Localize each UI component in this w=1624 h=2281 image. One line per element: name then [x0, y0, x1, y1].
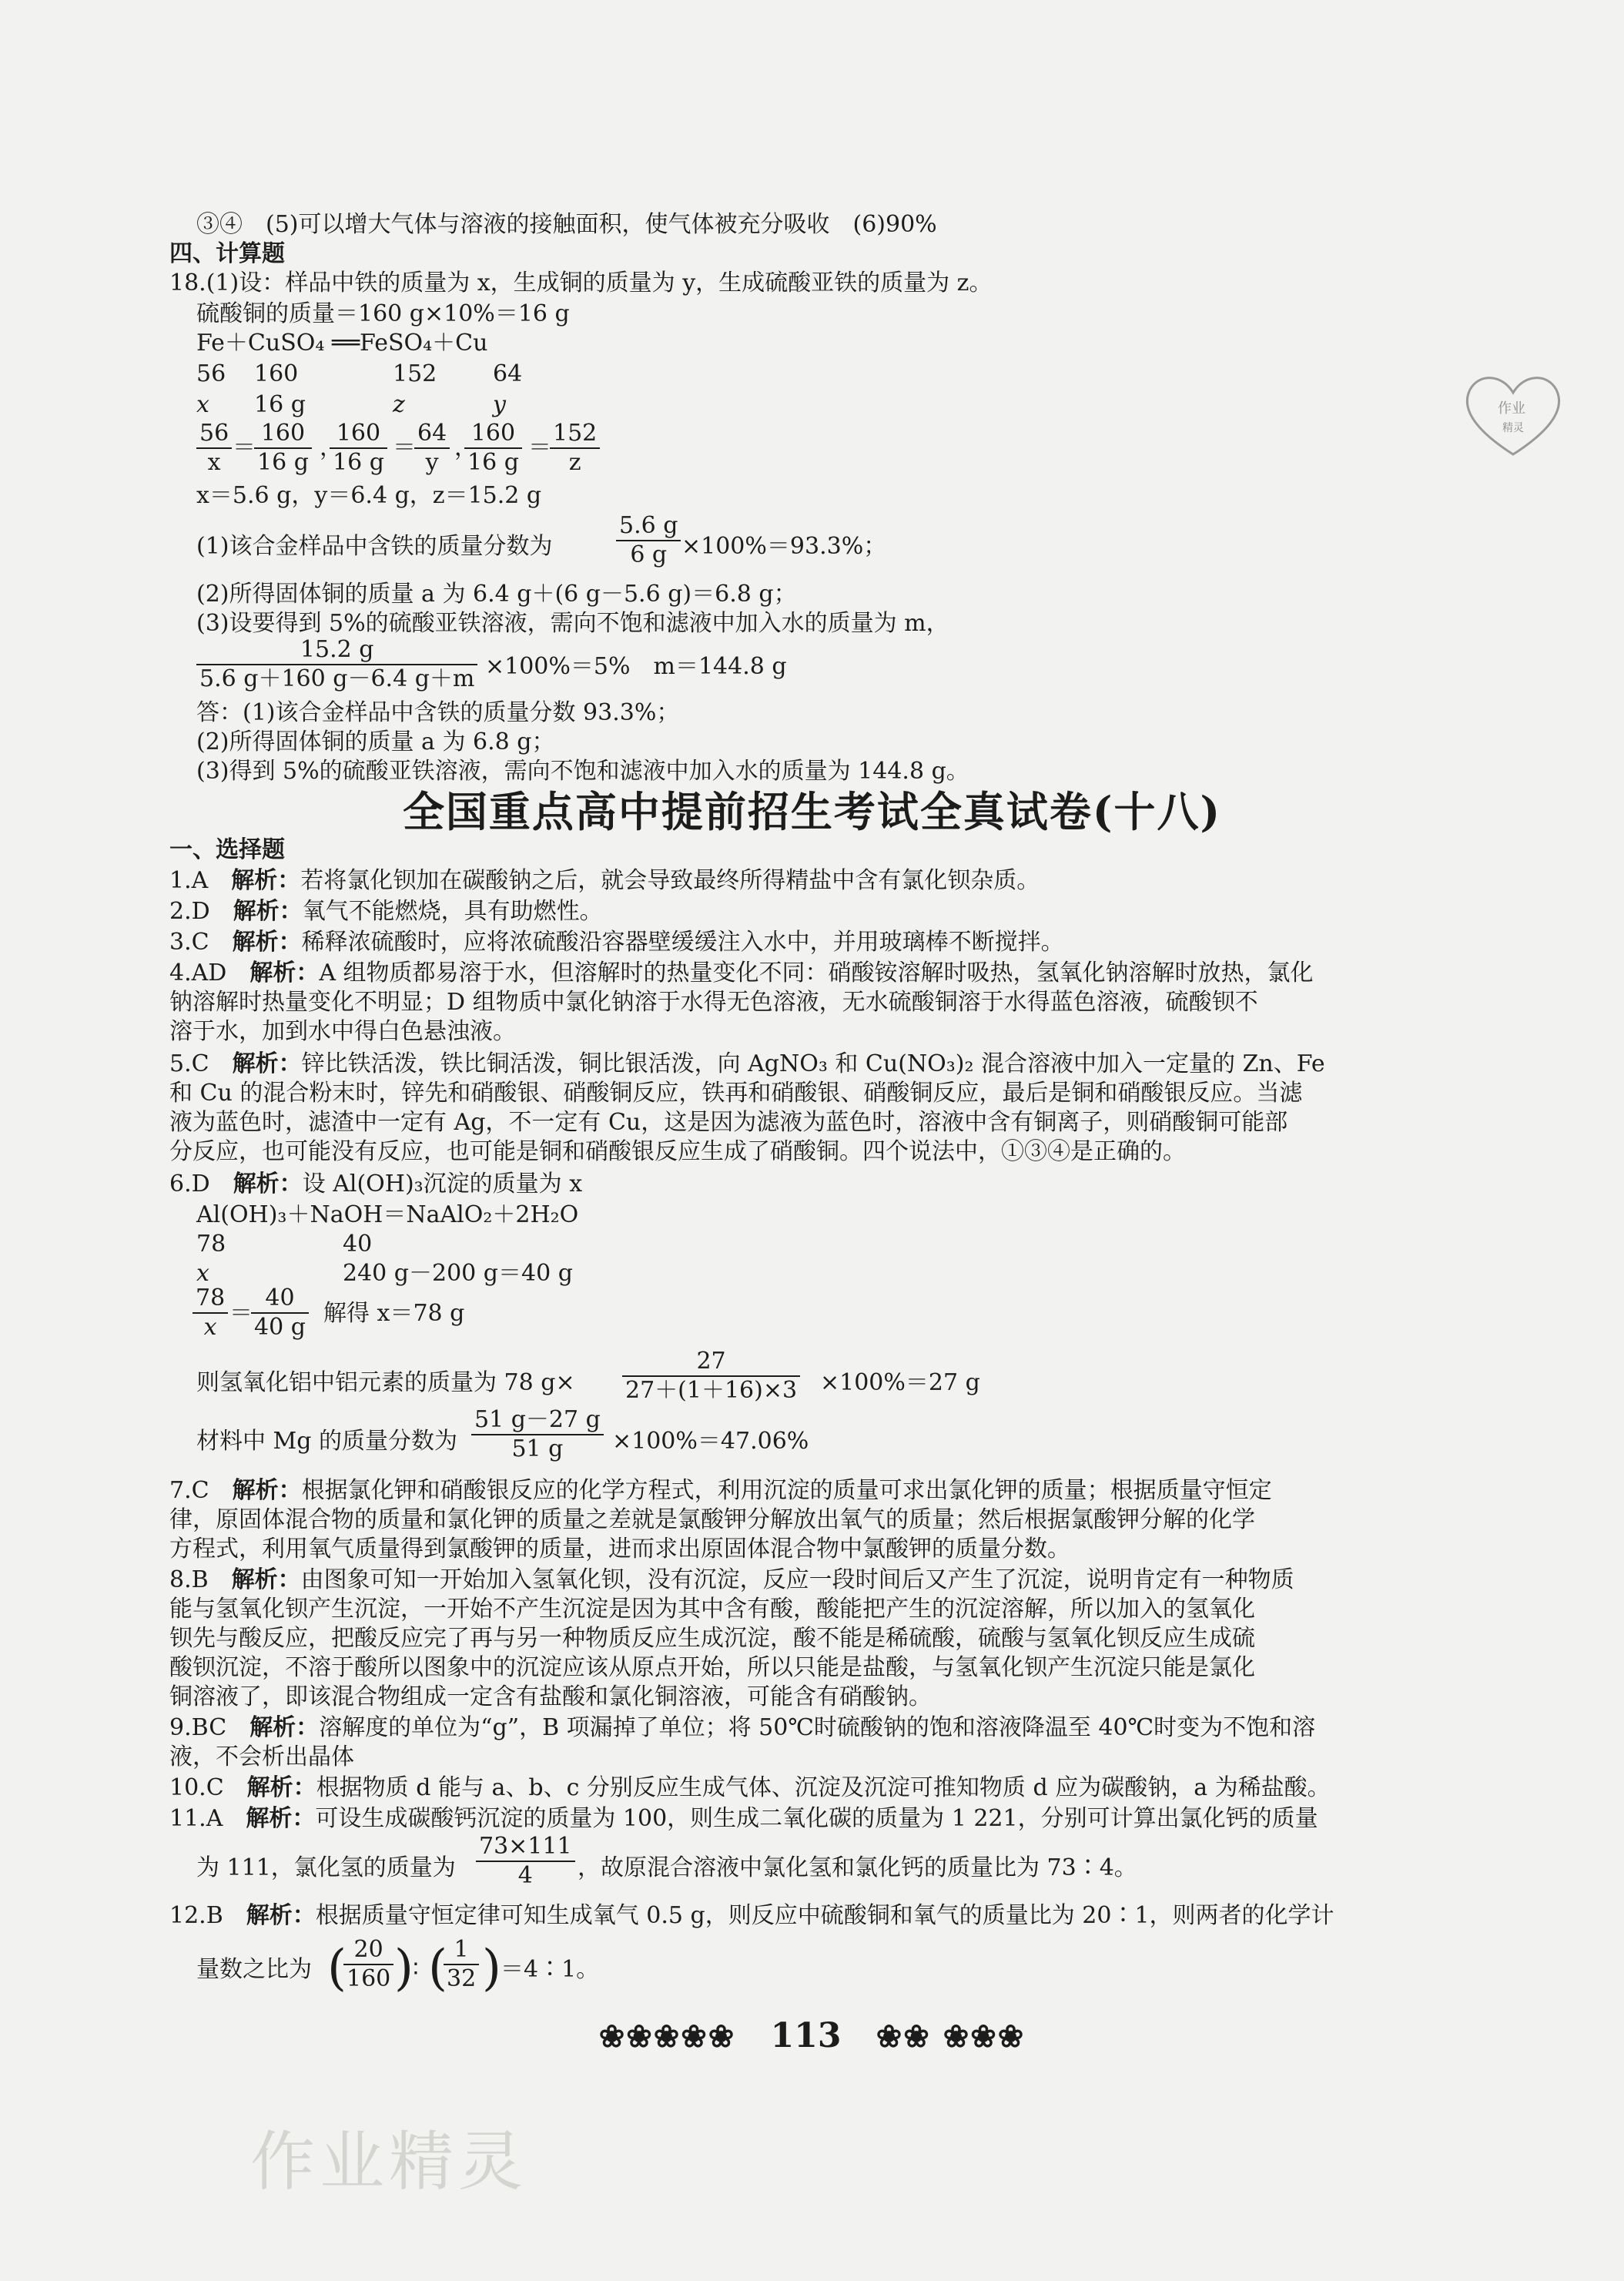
mass-value: z	[393, 391, 405, 418]
fraction: $\frac{40}{40 g}$	[251, 1285, 309, 1341]
text-line: (1)该合金样品中含铁的质量分数为	[196, 533, 553, 560]
text-line: 为 111，氯化氢的质量为	[196, 1854, 456, 1881]
page-title: 全国重点高中提前招生考试全真试卷(十八)	[402, 787, 1222, 836]
text-line: 方程式，利用氧气质量得到氯酸钾的质量，进而求出原固体混合物中氯酸钾的质量分数。	[169, 1536, 1070, 1563]
text-line: ＝4∶1。	[501, 1956, 600, 1983]
answer-page: ③④ (5)可以增大气体与溶液的接触面积，使气体被充分吸收 (6)90% 四、计算题 18.(1)设：样品中铁的质量为 x，生成铜的质量为 y，生成硫酸亚铁的质量为 z。 硫酸铜的质量＝160 g×10%＝16 g Fe＋CuSO₄ ══FeSO₄＋Cu 56 160 152 64 x 16 g z y $\frac{56}{x}$ ＝ $\frac{160}{16 g}$ ， $\frac{160}{16 g}$ ＝ $\frac{64}{y}$ ， $\frac{160}{16 g}$ ＝ $\frac{152}{z}$ x＝5.6 g，y＝6.4 g，z＝15.2 g (1)该合金样品中含铁的质量分数为 $\frac{5.6 g}{6 g}$ ×100%＝93.3%； (2)所得固体铜的质量 a 为 6.4 g＋(6 g－5.6 g)＝6.8 g； (3)设要得到 5%的硫酸亚铁溶液，需向不饱和滤液中加入水的质量为 m， $\frac{15.2 g}{5.6 g+160 g-6.4 g+m}$ ×100%＝5% m＝144.8 g 答：(1)该合金样品中含铁的质量分数 93.3%； (2)所得固体铜的质量 a 为 6.8 g； (3)得到 5%的硫酸亚铁溶液，需向不饱和滤液中加入水的质量为 144.8 g。 作业 精灵 全国重点高中提前招生考试全真试卷(十八) 一、选择题 1.A 解析：若将氯化钡加在碳酸钠之后，就会导致最终所得精盐中含有氯化钡杂质。 2.D 解析：氧气不能燃烧，具有助燃性。 3.C 解析：稀释浓硫酸时，应将浓硫酸沿容器壁缓缓注入水中，并用玻璃棒不断搅拌。 4.AD 解析：A 组物质都易溶于水，但溶解时的热量变化不同：硝酸铵溶解时吸热，氢氧化钠溶解时放热，氯化 钠溶解时热量变化不明显；D 组物质中氯化钠溶于水得无色溶液，无水硫酸铜溶于水得蓝色溶液，硫酸钡不 溶于水，加到水中得白色悬浊液。 5.C 解析：锌比铁活泼，铁比铜活泼，铜比银活泼，向 AgNO₃ 和 Cu(NO₃)₂ 混合溶液中加入一定量的 Zn、Fe 和 Cu 的混合粉末时，锌先和硝酸银、硝酸铜反应，铁再和硝酸银、硝酸铜反应，最后是铜和硝酸银反应。当滤 液为蓝色时，滤渣中一定有 Ag，不一定有 Cu，这是因为滤液为蓝色时，溶液中含有铜离子，则硝酸铜可能部 分反应，也可能没有反应，也可能是铜和硝酸银反应生成了硝酸铜。四个说法中，①③④是正确的。 6.D 解析：设 Al(OH)₃沉淀的质量为 x Al(OH)₃＋NaOH＝NaAlO₂＋2H₂O 78 40 x 240 g－200 g＝40 g $\frac{78}{x}$ ＝ $\frac{40}{40 g}$ 解得 x＝78 g 则氢氧化铝中铝元素的质量为 78 g× $\frac{27}{27+(1+16)\times 3}$ ×100%＝27 g 材料中 Mg 的质量分数为 $\frac{51 g-27 g}{51 g}$ ×100%＝47.06% 7.C 解析：根据氯化钾和硝酸银反应的化学方程式，利用沉淀的质量可求出氯化钾的质量；根据质量守恒定 律，原固体混合物的质量和氯化钾的质量之差就是氯酸钾分解放出氧气的质量；然后根据氯酸钾分解的化学 方程式，利用氧气质量得到氯酸钾的质量，进而求出原固体混合物中氯酸钾的质量分数。 8.B 解析：由图象可知一开始加入氢氧化钡，没有沉淀，反应一段时间后又产生了沉淀，说明肯定有一种物质 能与氢氧化钡产生沉淀，一开始不产生沉淀是因为其中含有酸，酸能把产生的沉淀溶解，所以加入的氢氧化 钡先与酸反应，把酸反应完了再与另一种物质反应生成沉淀，酸不能是稀硫酸，硫酸与氢氧化钡反应生成硫 酸钡沉淀，不溶于酸所以图象中的沉淀应该从原点开始，所以只能是盐酸，与氢氧化钡产生沉淀只能是氯化 铜溶液了，即该混合物组成一定含有盐酸和氯化铜溶液，可能含有硝酸钠。 9.BC 解析：溶解度的单位为“g”，B 项漏掉了单位；将 50℃时硫酸钠的饱和溶液降温至 40℃时变为不饱和溶 液，不会析出晶体 10.C 解析：根据物质 d 能与 a、b、c 分别反应生成气体、沉淀及沉淀可推知物质 d 应为碳酸钠，a 为稀盐酸。 11.A 解析：可设生成碳酸钙沉淀的质量为 100，则生成二氧化碳的质量为 1 221，分别可计算出氯化钙的质量 为 111，氯化氢的质量为 $\frac{73\times 111}{4}$ ，故原混合溶液中氯化氢和氯化钙的质量比为 73∶4。 12.B 解析：根据质量守恒定律可知生成氧气 0.5 g，则反应中硫酸铜和氧气的质量比为 20∶1，则两者的化学计 量数之比为 ( $\frac{20}{160}$ ) ∶ ( $\frac{1}{32}$ ) ＝4∶1。 ❀❀❀❀❀ 113 ❀❀ ❀❀❀ 作业精灵	[0, 0, 1624, 2281]
text-line: 液，不会析出晶体	[169, 1743, 354, 1770]
fraction: $\frac{64}{y}$	[414, 420, 450, 477]
fraction: $\frac{1}{32}$	[444, 1936, 479, 1993]
text-line: 硫酸铜的质量＝160 g×10%＝16 g	[196, 300, 570, 327]
fraction: $\frac{160}{16 g}$	[464, 420, 522, 477]
text-line: 量数之比为	[196, 1956, 312, 1983]
fraction: $\frac{5.6 g}{6 g}$	[616, 512, 681, 569]
list-item: 4.AD 解析：A 组物质都易溶于水，但溶解时的热量变化不同：硝酸铵溶解时吸热，氢氧化钠溶解时放热，氯化	[169, 960, 1314, 986]
fraction: $\frac{51 g-27 g}{51 g}$	[471, 1406, 604, 1463]
fraction: $\frac{27}{27+(1+16)\times 3}$	[622, 1348, 800, 1405]
list-item: 1.A 解析：若将氯化钡加在碳酸钠之后，就会导致最终所得精盐中含有氯化钡杂质。	[169, 867, 1040, 894]
fraction: $\frac{20}{160}$	[343, 1936, 393, 1993]
mass-value: y	[493, 391, 506, 418]
svg-text:精灵: 精灵	[1502, 422, 1524, 434]
mass-value: x	[196, 391, 209, 418]
list-item: 6.D 解析：设 Al(OH)₃沉淀的质量为 x	[169, 1171, 583, 1197]
page-number: 113	[770, 2016, 842, 2055]
list-item: 12.B 解析：根据质量守恒定律可知生成氧气 0.5 g，则反应中硫酸铜和氧气的质量比为 20∶1，则两者的化学计	[169, 1902, 1334, 1929]
mass-value: x	[196, 1260, 209, 1287]
mass-value: 64	[493, 360, 523, 387]
list-item: 5.C 解析：锌比铁活泼，铁比铜活泼，铜比银活泼，向 AgNO₃ 和 Cu(NO₃)₂ 混合溶液中加入一定量的 Zn、Fe	[169, 1050, 1325, 1077]
text-line: (3)设要得到 5%的硫酸亚铁溶液，需向不饱和滤液中加入水的质量为 m，	[196, 610, 949, 637]
heart-stamp-icon	[1459, 368, 1567, 461]
mass-value: 16 g	[254, 391, 306, 418]
text-line: 钡先与酸反应，把酸反应完了再与另一种物质反应生成沉淀，酸不能是稀硫酸，硫酸与氢氧化钡反应生成硫	[169, 1625, 1255, 1652]
text-line: ③④ (5)可以增大气体与溶液的接触面积，使气体被充分吸收 (6)90%	[196, 211, 937, 238]
list-item: 11.A 解析：可设生成碳酸钙沉淀的质量为 100，则生成二氧化碳的质量为 1 221，分别可计算出氯化钙的质量	[169, 1805, 1318, 1832]
fraction: $\frac{152}{z}$	[550, 420, 600, 477]
list-item: 2.D 解析：氧气不能燃烧，具有助燃性。	[169, 898, 603, 925]
text-line: 酸钡沉淀，不溶于酸所以图象中的沉淀应该从原点开始，所以只能是盐酸，与氢氧化钡产生沉淀只能是氯化	[169, 1654, 1255, 1681]
text-line: 解得 x＝78 g	[323, 1300, 465, 1327]
fraction: $\frac{160}{16 g}$	[254, 420, 312, 477]
mass-value: 240 g－200 g＝40 g	[343, 1260, 573, 1287]
equation: Al(OH)₃＋NaOH＝NaAlO₂＋2H₂O	[196, 1201, 579, 1228]
decorative-stars-icon: ❀❀❀❀❀	[598, 2018, 736, 2055]
text-line: 分反应，也可能没有反应，也可能是铜和硝酸银反应生成了硝酸铜。四个说法中，①③④是正确的。	[169, 1138, 1186, 1165]
text-line: ×100%＝5% m＝144.8 g	[485, 653, 787, 680]
text-line: ×100%＝27 g	[820, 1369, 980, 1396]
list-item: 3.C 解析：稀释浓硫酸时，应将浓硫酸沿容器壁缓缓注入水中，并用玻璃棒不断搅拌。	[169, 929, 1064, 956]
text-line: 能与氢氧化钡产生沉淀，一开始不产生沉淀是因为其中含有酸，酸能把产生的沉淀溶解，所以加入的氢氧化	[169, 1596, 1255, 1623]
fraction: $\frac{160}{16 g}$	[330, 420, 387, 477]
fraction: $\frac{56}{x}$	[196, 420, 232, 477]
list-item: 8.B 解析：由图象可知一开始加入氢氧化钡，没有沉淀，反应一段时间后又产生了沉淀，说明肯定有一种物质	[169, 1566, 1294, 1593]
text-line: 律，原固体混合物的质量和氯化钾的质量之差就是氯酸钾分解放出氧气的质量；然后根据氯酸钾分解的化学	[169, 1506, 1255, 1533]
equation: Fe＋CuSO₄ ══FeSO₄＋Cu	[196, 330, 488, 357]
list-item: 9.BC 解析：溶解度的单位为“g”，B 项漏掉了单位；将 50℃时硫酸钠的饱和溶液降温至 40℃时变为不饱和溶	[169, 1714, 1316, 1741]
text-line: 18.(1)设：样品中铁的质量为 x，生成铜的质量为 y，生成硫酸亚铁的质量为 z。	[169, 270, 993, 296]
text-line: (2)所得固体铜的质量 a 为 6.8 g；	[196, 729, 555, 755]
watermark: 作业精灵	[250, 2124, 528, 2199]
text-line: 液为蓝色时，滤渣中一定有 Ag，不一定有 Cu，这是因为滤液为蓝色时，溶液中含有铜离子，则硝酸铜可能部	[169, 1109, 1288, 1136]
svg-text:作业: 作业	[1498, 400, 1525, 417]
text-line: 钠溶解时热量变化不明显；D 组物质中氯化钠溶于水得无色溶液，无水硫酸铜溶于水得蓝色溶液，硫酸钡不	[169, 989, 1258, 1016]
fraction: $\frac{15.2 g}{5.6 g+160 g-6.4 g+m}$	[196, 636, 477, 693]
text-line: (2)所得固体铜的质量 a 为 6.4 g＋(6 g－5.6 g)＝6.8 g；	[196, 581, 797, 608]
text-line: 和 Cu 的混合粉末时，锌先和硝酸银、硝酸铜反应，铁再和硝酸银、硝酸铜反应，最后是铜和硝酸银反应。当滤	[169, 1080, 1303, 1107]
text-line: 铜溶液了，即该混合物组成一定含有盐酸和氯化铜溶液，可能含有硝酸钠。	[169, 1683, 932, 1710]
mass-value: 78	[196, 1231, 226, 1258]
fraction: $\frac{78}{x}$	[193, 1285, 228, 1341]
text-line: ×100%＝47.06%	[612, 1428, 809, 1455]
section-heading: 一、选择题	[169, 836, 285, 863]
decorative-stars-icon: ❀❀ ❀❀❀	[876, 2018, 1026, 2055]
text-line: 则氢氧化铝中铝元素的质量为 78 g×	[196, 1369, 575, 1396]
text-line: 溶于水，加到水中得白色悬浊液。	[169, 1018, 516, 1045]
mass-value: 160	[254, 360, 299, 387]
section-heading: 四、计算题	[169, 240, 285, 267]
text-line: ，故原混合溶液中氯化氢和氯化钙的质量比为 73∶4。	[578, 1854, 1137, 1881]
list-item: 7.C 解析：根据氯化钾和硝酸银反应的化学方程式，利用沉淀的质量可求出氯化钾的质量；根据质量守恒定	[169, 1477, 1272, 1504]
page-footer	[0, 2016, 1624, 2055]
text-line: 材料中 Mg 的质量分数为	[196, 1428, 457, 1455]
mass-value: 40	[343, 1231, 373, 1258]
mass-value: 56	[196, 360, 226, 387]
text-line: (3)得到 5%的硫酸亚铁溶液，需向不饱和滤液中加入水的质量为 144.8 g。	[196, 758, 969, 785]
text-line: x＝5.6 g，y＝6.4 g，z＝15.2 g	[196, 482, 542, 509]
fraction: $\frac{73\times 111}{4}$	[476, 1833, 575, 1890]
text-line: ×100%＝93.3%；	[681, 533, 887, 560]
text-line: 答：(1)该合金样品中含铁的质量分数 93.3%；	[196, 699, 680, 726]
list-item: 10.C 解析：根据物质 d 能与 a、b、c 分别反应生成气体、沉淀及沉淀可推知物质 d 应为碳酸钠，a 为稀盐酸。	[169, 1774, 1331, 1801]
mass-value: 152	[393, 360, 437, 387]
